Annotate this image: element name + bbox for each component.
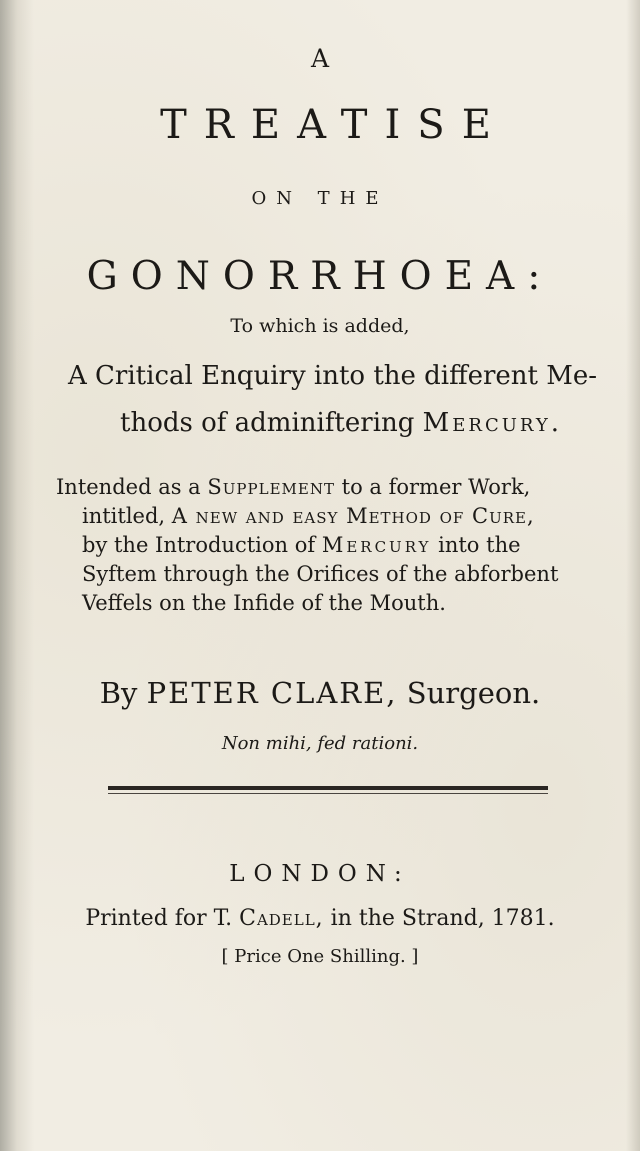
title-subject: GONORRHOEA: [86,254,554,299]
intended-line-2 [56,502,616,531]
page-edge-shadow [626,0,640,1151]
price: [ Price One Shilling. ] [221,946,419,967]
imprint-printed-for: Printed for T. [85,906,233,931]
enquiry-line-1: A Critical Enquiry into the different Me- [68,361,598,391]
intended-line-3a: by the Introduction of [82,533,316,557]
intended-mercury: Mercury [321,533,432,557]
intended-line-2a: intitled, [82,504,166,528]
intended-line-3 [56,531,616,560]
intended-line-5: Veffels on the Infide of the Mouth. [82,591,446,615]
intended-line-1a: Intended as a [56,475,201,499]
imprint-place: LONDON: [229,861,411,887]
page-binding-shadow [0,0,34,1151]
title-article: A [310,44,330,73]
intended-paragraph [56,473,616,618]
intended-former-title: A new and easy Method of Cure, [171,504,535,528]
enquiry-line-2-text: thods of adminiftering [120,408,415,438]
motto: Non mihi, fed rationi. [221,733,419,754]
author-by: By [99,676,138,710]
enquiry-mercury: Mercury. [422,408,563,438]
ornamental-rule-thin [108,793,548,794]
intended-line-1 [56,473,616,502]
author-line [0,676,640,710]
enquiry-line-2 [120,408,562,438]
imprint-cadell: Cadell, [239,906,324,931]
intended-supplement: Supplement [207,475,335,499]
author-title: Surgeon. [406,676,541,710]
imprint-location-year: in the Strand, 1781. [330,906,555,931]
title-main: TREATISE [160,102,508,148]
intended-line-4: Syftem through the Orifices of the abforbent [82,562,559,586]
ornamental-rule [108,786,548,790]
intended-line-1b: to a former Work, [341,475,531,499]
author-name: PETER CLARE, [146,676,398,710]
title-connector: ON THE [251,188,389,209]
intended-line-3b: into the [438,533,521,557]
imprint-printer [0,906,640,931]
added-line: To which is added, [230,315,410,337]
